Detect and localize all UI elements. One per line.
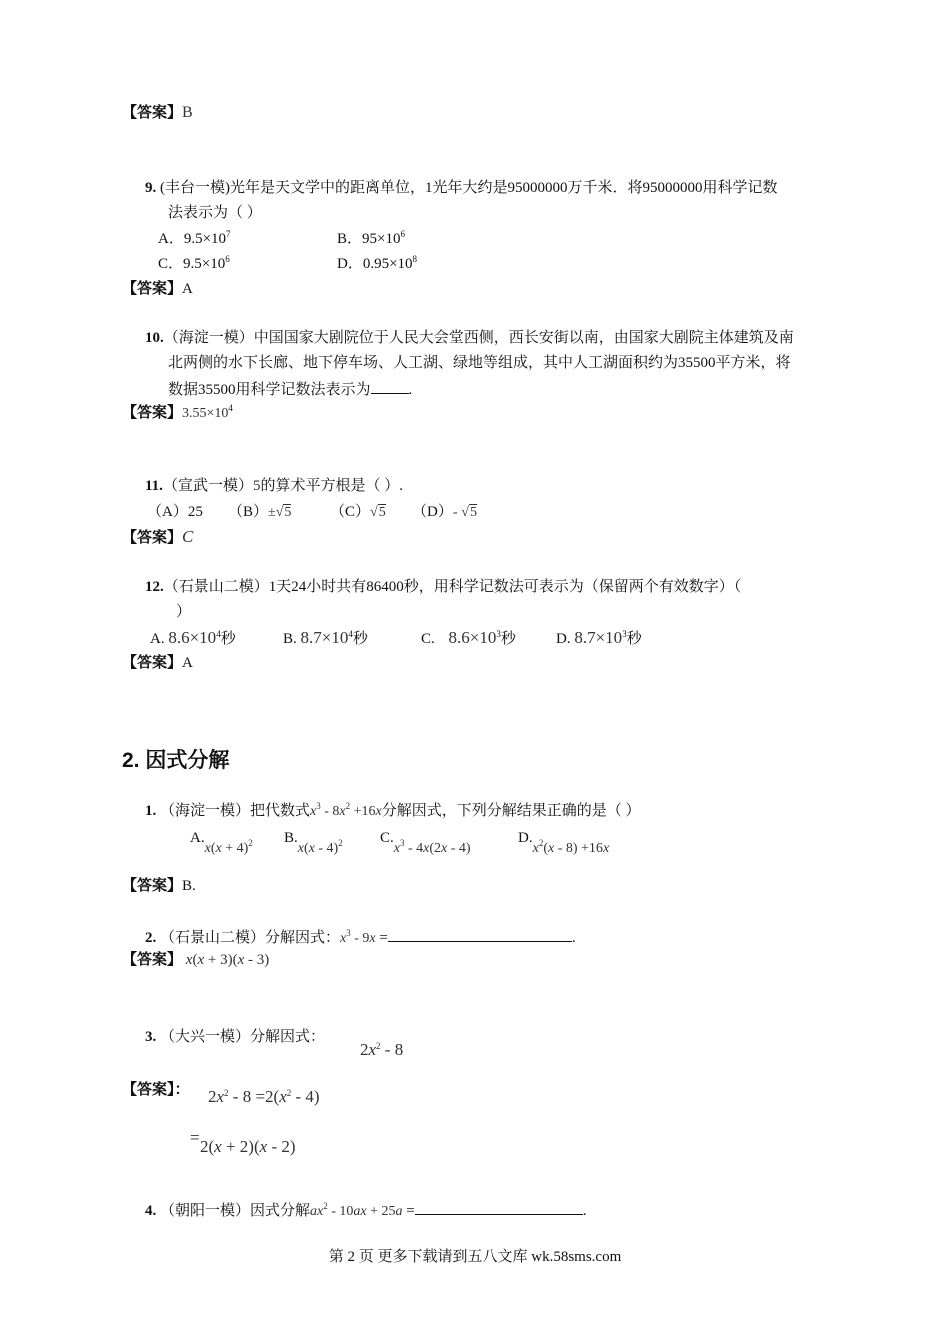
question-10-answer: 【答案】$3.55\times 10^4$ (122, 403, 233, 421)
question-11-answer (122, 527, 193, 548)
question-number: 3. (145, 1029, 157, 1045)
answer-step-2-expression: 2(x + 2)(x - 2) (200, 1137, 296, 1156)
question-10-line3: 数据35500用科学记数法表示为 . (168, 379, 412, 400)
math-expression: $x^3 - 8x^2 +16x$ (310, 801, 382, 819)
question-11-option-a: （A）25 (147, 504, 203, 520)
page-footer: 第 2 页 更多下载请到五八文库 wk.58sms.com (328, 1249, 622, 1265)
answer-value: B (182, 104, 193, 121)
question-11-option-c: （C）√5 (330, 504, 386, 520)
radicand: 5 (378, 505, 386, 520)
factor-question-1-stem: 1. （海淀一模）把代数式$x^3 - 8x^2 +16x$分解因式，下列分解结果正确的是（ ） (145, 801, 641, 819)
question-11-stem: 11.（宣武一模）5的算术平方根是（ ）. (145, 478, 403, 494)
question-number: 1. (145, 803, 157, 819)
question-9-option-c: C．$9.5\times 10^6$ (158, 254, 230, 272)
question-number: 9. (145, 180, 157, 196)
question-text: （石景山二模）1天24小时共有86400秒，用科学记数法可表示为（保留两个有效数字）（ (163, 579, 742, 595)
factor-question-1-option-d: $D.x^2(x - 8) +16x$ (518, 830, 610, 856)
question-12-option-b: B. $8.7\times 10^4$秒 (283, 628, 368, 647)
question-10-line1 (145, 328, 794, 348)
question-9-option-b: B．$95\times 10^6$ (337, 229, 405, 247)
answer-block-prev (122, 103, 193, 123)
answer-value: A (182, 655, 193, 671)
question-12-line1 (145, 577, 741, 597)
math-expression: $2x^2 - 8$ (360, 1040, 404, 1059)
question-12-line2: ） (176, 604, 192, 620)
factor-question-1-option-b: B.x(x - 4)$^2$ (284, 830, 343, 856)
answer-label: 【答案】 (122, 655, 183, 671)
math-expression: $x^3 - 9x$ (340, 928, 376, 946)
factor-question-1-answer (122, 876, 196, 896)
factor-question-1-option-c: $C.x^3 - 4x(2x - 4)$ (380, 830, 471, 856)
factor-question-4-stem: 4. （朝阳一模）因式分解$ax^2 - 10ax + 25a$ = . (145, 1201, 587, 1219)
question-text: （海淀一模）中国国家大剧院位于人民大会堂西侧，西长安街以南，由国家大剧院主体建筑及南 (163, 330, 794, 346)
question-number: 11. (145, 478, 163, 494)
answer-math: x(x + 3)(x - 3) (185, 952, 270, 968)
answer-value: 3.55×10 (182, 406, 229, 421)
question-number: 10. (145, 330, 164, 346)
math-expression: $ax^2 - 10ax + 25a$ (310, 1201, 403, 1219)
question-9-answer (122, 279, 193, 299)
question-12-option-a: A. $8.6\times 10^4$秒 (150, 628, 236, 647)
factor-question-3-answer-label (122, 1080, 190, 1100)
question-9-line1 (145, 178, 778, 198)
question-9-option-d: D．$0.95\times 10^8$ (337, 254, 418, 272)
answer-label: 【答案】 (122, 530, 183, 546)
factor-question-2-stem: 2. （石景山二模）分解因式：$x^3 - 9x$ = . (145, 928, 576, 946)
question-12-answer (122, 653, 193, 673)
answer-blank[interactable] (371, 379, 409, 394)
factor-question-3-stem: 3. （大兴一模）分解因式： (145, 1029, 326, 1045)
answer-blank[interactable] (415, 1200, 583, 1215)
answer-label: 【答案】 (122, 405, 183, 421)
question-12-option-d: D. $8.7\times 10^3$秒 (556, 628, 642, 647)
answer-step-1: $2x^2 - 8 =2(x^2 - 4)$ (208, 1087, 320, 1106)
question-11-option-d: （D）- √5 (412, 504, 477, 520)
question-10-line2: 北两侧的水下长廊、地下停车场、人工湖、绿地等组成，其中人工湖面积约为35500平方米，将 (168, 355, 791, 371)
question-text: (丰台一模)光年是天文学中的距离单位，1光年大约是95000000万千米．将95000000用科学记数 (160, 180, 778, 196)
answer-label: 【答案】： (122, 1082, 190, 1098)
question-number: 12. (145, 579, 164, 595)
answer-label: 【答案】 (122, 281, 183, 297)
answer-step-2: = (190, 1128, 200, 1147)
factor-question-2-answer (122, 950, 269, 970)
answer-blank[interactable] (388, 927, 572, 942)
question-number: 4. (145, 1203, 157, 1219)
question-9-line2: 法表示为（ ） (168, 205, 262, 221)
section-heading: 2. 因式分解 (122, 749, 230, 772)
question-12-option-c: C. $8.6\times 10^3$秒 (421, 628, 516, 647)
question-number: 2. (145, 930, 157, 946)
question-9-option-a: A．$9.5\times 10^7$ (158, 229, 231, 247)
radicand: 5 (469, 505, 477, 520)
answer-label: 【答案】 (122, 878, 183, 894)
radicand: 5 (284, 505, 292, 520)
answer-label: 【答案】 (122, 105, 183, 121)
answer-label: 【答案】 (122, 952, 183, 968)
factor-question-1-option-a: $A.x(x + 4)^2$ (190, 830, 253, 856)
answer-value: B. (182, 878, 196, 894)
answer-value: A (182, 281, 193, 297)
question-11-option-b: （B）±√5 (228, 504, 292, 520)
answer-value: C (182, 527, 194, 546)
